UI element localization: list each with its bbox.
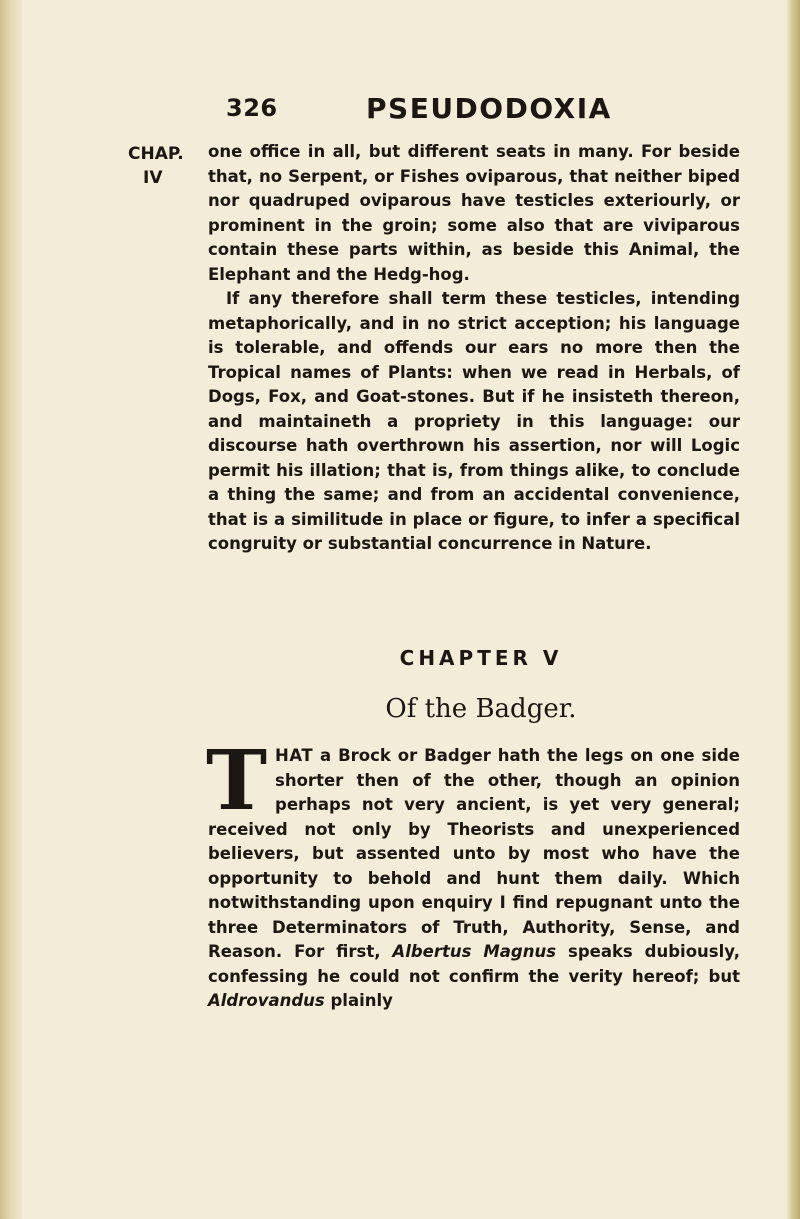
page-number: 326 [226,94,278,122]
italic-name: Aldrovandus [208,991,325,1010]
chapter-body [206,733,740,1014]
paragraph [208,287,740,557]
drop-cap: T [206,733,268,829]
chapter-heading: CHAPTER V [399,646,563,670]
chapter-margin-label [128,142,184,190]
chapter-text: plainly [324,991,393,1010]
running-head [210,92,750,124]
chapter-text: a Brock or Badger hath the legs on one side shorter then of the other, though an opinion perhaps not very ancient, is yet very general; received not only by Theorists and unexperienced believers, but assented unto by most who have the opportunity to behold and hunt them daily. Which notwithstanding upon enquiry I find repugnant unto the three Determinators of Truth, Authority, Sense, and Reason. For first, [208,746,740,961]
chapter-label-number: IV [143,168,163,188]
italic-name: Albertus Magnus [392,942,557,961]
page-gutter [0,0,22,1219]
paragraph-text: If any therefore shall term these testicles, intending metaphorically, and in no strict acception; his language is tolerable, and offends our ears no more then the Tropical names of Plants: when we read in Herbals, of Dogs, Fox, and Goat-stones. But if he insisteth thereon, and maintaineth a propriety in this language: our discourse hath overthrown his assertion, nor will Logic permit his illation; that is, from things alike, to conclude a thing the same; and from an accidental convenience, that is a similitude in place or figure, to infer a specifical congruity or substantial concurrence in Nature. [208,289,740,553]
chapter-label-word: CHAP. [128,144,184,164]
page-edge [786,0,800,1219]
chapter-title: Of the Badger. [385,694,577,724]
paragraph: one office in all, but different seats in many. For beside that, no Serpent, or Fishes oviparous, that neither biped nor quadruped oviparous have testicles exteriourly, or prominent in the groin; some also that are viviparous contain these parts within, as beside this Animal, the Elephant and the Hedg-hog. [208,142,740,284]
lead-caps: HAT [275,746,314,765]
body-text [208,140,740,557]
book-title: PSEUDODOXIA [366,92,612,125]
chapter-text: speaks dubiously, confessing he could not confirm the verity hereof; but [208,942,740,986]
